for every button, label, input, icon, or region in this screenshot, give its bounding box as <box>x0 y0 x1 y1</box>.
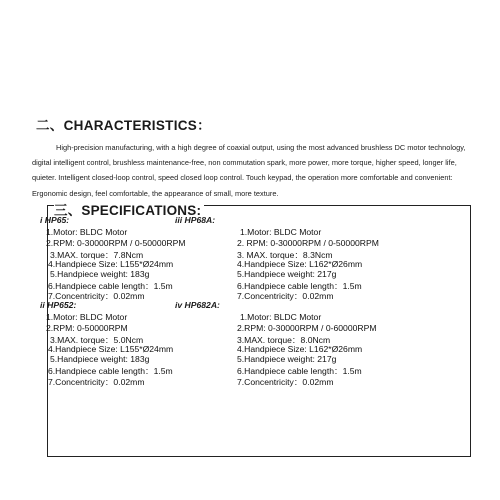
specifications-heading: 三、SPECIFICATIONS: <box>54 199 204 219</box>
spec-line: 2.RPM: 0-50000RPM <box>46 323 128 333</box>
spec-line: 2.RPM: 0-30000RPM / 0-60000RPM <box>237 323 377 333</box>
spec-line: 4.Handpiece Size: L155*Ø24mm <box>48 259 174 269</box>
spec-line: 1.Motor: BLDC Motor <box>240 227 322 237</box>
spec-line: 6.Handpiece cable length：1.5m <box>48 281 173 291</box>
spec-line: 5.Handpiece weight: 183g <box>50 354 150 364</box>
spec-line: 6.Handpiece cable length：1.5m <box>48 366 173 376</box>
spec-line: 7.Concentricity：0.02mm <box>237 377 334 387</box>
spec-line: 7.Concentricity：0.02mm <box>48 377 145 387</box>
model-label-hp682a: iv HP682A: <box>175 300 220 310</box>
characteristics-paragraph: High-precision manufacturing, with a high degree of coaxial output, using the most advanced brushless DC motor technology, digital intelligent control, brushless maintenance-free, non commutation spark, more power, more torque, higher speed, longer life, quieter. Intelligent closed-loop control, speed closed loop control. Touch keypad, the operation more comfortable and convenient: Ergonomic design, feel comfortable, the appearance of small, more texture. <box>32 143 466 198</box>
spec-line: 6.Handpiece cable length：1.5m <box>237 366 362 376</box>
spec-line: 2. RPM: 0-30000RPM / 0-50000RPM <box>237 238 379 248</box>
model-label-hp652: ii HP652: <box>40 300 77 310</box>
spec-line: 7.Concentricity：0.02mm <box>237 291 334 301</box>
spec-line: 3.MAX. torque：7.8Ncm <box>50 250 144 260</box>
spec-line: 5.Handpiece weight: 217g <box>237 354 337 364</box>
spec-line: 5.Handpiece weight: 217g <box>237 269 337 279</box>
spec-line: 7.Concentricity：0.02mm <box>48 291 145 301</box>
spec-line: 6.Handpiece cable length：1.5m <box>237 281 362 291</box>
characteristics-heading: 二、CHARACTERISTICS： <box>36 118 211 133</box>
model-label-hp65: i HP65: <box>40 215 70 225</box>
spec-line: 2.RPM: 0-30000RPM / 0-50000RPM <box>46 238 186 248</box>
spec-line: 5.Handpiece weight: 183g <box>50 269 150 279</box>
spec-line: 4.Handpiece Size: L155*Ø24mm <box>48 344 174 354</box>
spec-line: 4.Handpiece Size: L162*Ø26mm <box>237 344 363 354</box>
spec-line: 3.MAX. torque：5.0Ncm <box>50 335 144 345</box>
spec-line: 3. MAX. torque：8.3Ncm <box>237 250 333 260</box>
spec-line: 4.Handpiece Size: L162*Ø26mm <box>237 259 363 269</box>
spec-line: 1.Motor: BLDC Motor <box>240 312 322 322</box>
spec-line: 3.MAX. torque：8.0Ncm <box>237 335 331 345</box>
model-label-hp68a: iii HP68A: <box>175 215 216 225</box>
spec-line: 1.Motor: BLDC Motor <box>46 227 128 237</box>
spec-line: 1.Motor: BLDC Motor <box>46 312 128 322</box>
